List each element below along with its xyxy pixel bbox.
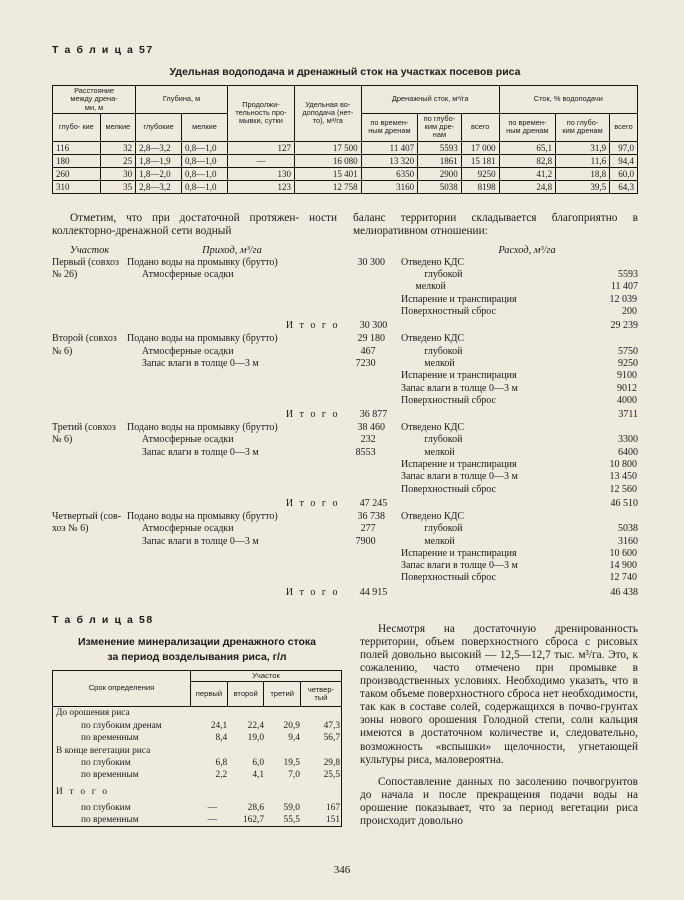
plot-label: № 6)	[52, 434, 73, 446]
expense-item: Испарение и транспирация	[401, 370, 517, 382]
income-item: Запас влаги в толще 0—3 м	[141, 446, 259, 458]
cell: 64,3	[610, 180, 638, 193]
expense-item: глубокой	[424, 269, 463, 281]
cell: —	[207, 802, 217, 813]
page-number: 346	[333, 864, 351, 876]
income-value: 38 460	[357, 422, 385, 434]
balance-row	[52, 434, 638, 446]
table-58-caption: Т а б л и ц а 58	[52, 613, 154, 626]
expense-item: Запас влаги в толще 0—3 м	[401, 560, 518, 572]
plot-label: № 26)	[52, 269, 78, 281]
table-row	[53, 167, 638, 180]
cell: 5593	[418, 141, 462, 154]
balance-headers	[52, 244, 638, 257]
balance-group-2	[52, 333, 638, 422]
cell: 19,5	[283, 757, 300, 768]
cell	[194, 744, 230, 756]
cell: 1,8—1,9	[136, 154, 182, 167]
cell: 6,0	[252, 757, 265, 768]
total-value: 44 915	[359, 586, 388, 598]
cell: 310	[53, 180, 101, 193]
table-row	[53, 180, 638, 193]
balance-row	[52, 484, 638, 496]
balance-total-row	[52, 585, 638, 600]
cell: 18,8	[556, 167, 610, 180]
table-57	[52, 85, 638, 194]
total-value: 36 877	[359, 409, 388, 421]
cell: 25,5	[323, 770, 340, 781]
th-shallow-2: мелкие	[182, 113, 228, 141]
income-item: Подано воды на промывку (брутто)	[127, 510, 278, 522]
table-58-title-line2: за период возделывания риса, г/л	[107, 650, 287, 663]
income-value: 8553	[355, 446, 376, 458]
cell: 15 181	[461, 154, 499, 167]
expense-total: 3711	[618, 409, 638, 421]
balance-row	[52, 333, 638, 345]
cell: 0,8—1,0	[182, 180, 228, 193]
table-row	[53, 670, 342, 682]
balance-head-income: Приход, м³/га	[202, 244, 262, 256]
expense-total: 46 510	[610, 497, 638, 509]
income-item: Атмосферные осадки	[141, 523, 234, 535]
right-paragraph-2: Сопоставление данных по засолению почвогрунтов до начала и после прекращения подачи воды на орошение показывает, что за период вегетации риса происходит довольно	[360, 775, 638, 828]
th-temp-drains-pct: по времен- ным дренам	[499, 113, 555, 141]
expense-value: 3300	[617, 434, 638, 446]
income-item: Запас влаги в толще 0—3 м	[141, 535, 259, 547]
cell: 17 000	[461, 141, 499, 154]
cell: 12 758	[294, 180, 361, 193]
balance-row	[52, 511, 638, 523]
balance-row	[52, 548, 638, 560]
income-value: 467	[360, 345, 376, 357]
cell	[230, 744, 267, 756]
cell: 55,5	[283, 815, 300, 826]
th-plot-4: четвер- тый	[300, 682, 341, 707]
intro-left: Отметим, что при достаточной протяжен- ности коллекторно-дренажной сети водный	[52, 211, 337, 237]
cell: 39,5	[556, 180, 610, 193]
expense-value: 9250	[617, 357, 638, 369]
expense-value: 200	[622, 306, 637, 318]
th-plot-3: третий	[264, 682, 300, 707]
cell: 2,2	[215, 770, 228, 781]
cell	[267, 782, 303, 802]
th-plot-1: первый	[190, 682, 227, 707]
th-total: всего	[461, 113, 499, 141]
cell: 2,8—3,2	[136, 141, 182, 154]
income-item: Атмосферные осадки	[141, 345, 234, 357]
income-value: 36 738	[357, 510, 385, 522]
expense-item: Запас влаги в толще 0—3 м	[401, 471, 518, 483]
balance-head-spacer	[337, 244, 417, 257]
cell: 6,8	[215, 757, 228, 768]
cell: 151	[325, 815, 340, 826]
cell: 2900	[418, 167, 462, 180]
expense-item: мелкой	[424, 446, 455, 458]
cell: 3160	[361, 180, 417, 193]
table-row	[53, 802, 343, 814]
expense-value: 3160	[617, 535, 638, 547]
expense-value: 10 600	[609, 547, 637, 559]
balance-row	[52, 572, 638, 584]
th-duration: Продолжи- тельность про- мывки, сутки	[227, 86, 294, 142]
right-column-text	[360, 614, 638, 828]
cell: 9,4	[288, 733, 300, 744]
income-value: 29 180	[357, 333, 385, 345]
cell: 97,0	[610, 141, 638, 154]
expense-value: 12 740	[609, 572, 637, 584]
table-row	[53, 732, 343, 744]
table-row	[53, 814, 343, 826]
expense-item: Испарение и транспирация	[401, 293, 517, 305]
balance-total-row	[52, 496, 638, 511]
plot-label: Второй (совхоз	[52, 333, 117, 345]
cell: 2,8—3,2	[136, 180, 182, 193]
expense-item: мелкой	[415, 281, 446, 293]
table-row	[53, 769, 343, 781]
intro-paragraph	[52, 203, 638, 238]
cell: —	[207, 815, 217, 826]
balance-group-3	[52, 422, 638, 511]
balance-total-row	[52, 407, 638, 422]
balance-row	[52, 471, 638, 483]
cell: 1861	[418, 154, 462, 167]
th-drain-flow: Дренажный сток, м³/га	[361, 86, 499, 114]
balance-total-row	[52, 318, 638, 333]
cell: 60,0	[610, 167, 638, 180]
total-label: И т о г о	[285, 320, 340, 332]
balance-row	[52, 306, 638, 318]
balance-row	[52, 459, 638, 471]
income-item: Атмосферные осадки	[141, 269, 234, 281]
cell: 1,8—2,0	[136, 167, 182, 180]
th-distance: Расстояние между дрена- ми, м	[53, 86, 136, 114]
balance-group-1	[52, 257, 638, 333]
cell: 4,1	[252, 770, 265, 781]
row-label: И т о г о	[56, 786, 110, 797]
expense-value: 10 800	[609, 459, 637, 471]
row-label: До орошения риса	[56, 708, 130, 719]
cell: 8,4	[215, 733, 228, 744]
water-balance-block	[52, 244, 638, 600]
total-label: И т о г о	[285, 586, 340, 598]
expense-value: 5750	[617, 345, 638, 357]
cell: 28,6	[247, 802, 265, 813]
balance-row	[52, 395, 638, 407]
cell: 29,8	[323, 757, 340, 768]
cell	[267, 744, 303, 756]
income-value: 7230	[355, 357, 376, 369]
expense-item: Отведено КДС	[401, 422, 465, 434]
balance-row	[52, 447, 638, 459]
cell: 11 407	[361, 141, 417, 154]
cell: —	[227, 154, 294, 167]
cell: 13 320	[361, 154, 417, 167]
income-value: 7900	[355, 535, 376, 547]
row-label: по глубоким	[81, 757, 131, 768]
expense-value: 12 039	[609, 293, 637, 305]
income-item: Запас влаги в толще 0—3 м	[141, 357, 259, 369]
th-flow-pct: Сток, % водоподачи	[499, 86, 637, 114]
expense-value: 11 407	[610, 281, 638, 293]
cell: 59,0	[283, 802, 300, 813]
balance-head-expense: Расход, м³/га	[498, 244, 556, 256]
balance-row	[52, 370, 638, 382]
income-value: 232	[360, 434, 376, 446]
right-paragraph-1: Несмотря на достаточную дренированность территории, объем поверхностного сброса с рисовых полей довольно высокий — 12,5—12,7 тыс. м³/га. Это, к сожалению, часто отмечено при промывке в производственных условиях. Необходимо указать, что в таком объеме поверхностного сброса нет необходимости, так как в составе солей, содержащихся в почво-грунтах зоны нового орошения Голодной степи, соли кальция имеются в достаточном количестве и, следовательно, возможность «вспышки» щелочности, угнетающей культуры риса, маловероятна.	[360, 622, 638, 766]
income-item: Подано воды на промывку (брутто)	[127, 333, 278, 345]
cell: 9250	[461, 167, 499, 180]
income-item: Подано воды на промывку (брутто)	[127, 256, 278, 268]
cell: 94,4	[610, 154, 638, 167]
expense-total: 29 239	[610, 320, 638, 332]
row-label: по временным	[81, 733, 139, 744]
expense-value: 4000	[617, 394, 637, 406]
row-label: В конце вегетации риса	[56, 745, 151, 756]
cell: 31,9	[556, 141, 610, 154]
th-plot-2: второй	[227, 682, 264, 707]
cell: 32	[100, 141, 135, 154]
cell: 17 500	[294, 141, 361, 154]
total-label: И т о г о	[285, 497, 340, 509]
cell	[230, 707, 267, 719]
expense-item: Поверхностный сброс	[401, 572, 496, 584]
expense-item: Поверхностный сброс	[401, 306, 496, 318]
expense-value: 9100	[617, 370, 637, 382]
balance-row	[52, 560, 638, 572]
cell: 8198	[461, 180, 499, 193]
cell	[194, 707, 230, 719]
cell: 11,6	[556, 154, 610, 167]
table-row	[53, 720, 343, 732]
balance-row	[52, 346, 638, 358]
total-value: 30 300	[359, 320, 388, 332]
expense-item: Испарение и транспирация	[401, 459, 517, 471]
balance-row	[52, 358, 638, 370]
cell: 24,8	[499, 180, 555, 193]
balance-row	[52, 422, 638, 434]
plot-label: Первый (совхоз	[52, 256, 120, 268]
table-row	[53, 744, 343, 756]
plot-label: хоз № 6)	[52, 523, 89, 535]
table-row	[53, 782, 343, 802]
expense-item: Поверхностный сброс	[401, 394, 496, 406]
cell	[303, 782, 343, 802]
plot-label: Четвертый (сов-	[52, 510, 122, 522]
th-water-supply: Удельная во- доподача (нет- то), м³/га	[294, 86, 361, 142]
expense-item: глубокой	[424, 523, 463, 535]
cell: 35	[100, 180, 135, 193]
total-label: И т о г о	[285, 409, 340, 421]
expense-value: 5593	[617, 269, 638, 281]
expense-value: 12 560	[609, 483, 637, 495]
cell	[230, 782, 267, 802]
th-shallow: мелкие	[100, 113, 135, 141]
row-label: по временным	[81, 815, 139, 826]
table-58-body-wrap	[52, 707, 342, 827]
table-row	[53, 141, 638, 154]
balance-row	[52, 269, 638, 281]
balance-group-4	[52, 511, 638, 600]
cell: 7,0	[288, 770, 300, 781]
cell: 5038	[418, 180, 462, 193]
th-deep: глубо- кие	[53, 113, 101, 141]
cell: 25	[100, 154, 135, 167]
row-label: по глубоким дренам	[81, 720, 162, 731]
cell: 65,1	[499, 141, 555, 154]
expense-value: 5038	[617, 523, 638, 535]
table-58-block	[52, 614, 342, 828]
cell: 22,4	[247, 720, 265, 731]
th-temp-drains: по времен- ным дренам	[361, 113, 417, 141]
cell: 127	[227, 141, 294, 154]
cell: 0,8—1,0	[182, 141, 228, 154]
cell: 123	[227, 180, 294, 193]
table-58-title-line1: Изменение минерализации дренажного стока	[77, 635, 317, 648]
bottom-section	[52, 614, 638, 828]
plot-label: № 6)	[52, 345, 73, 357]
expense-value: 13 450	[609, 471, 637, 483]
cell: 56,7	[323, 733, 340, 744]
cell: 162,7	[242, 815, 265, 826]
balance-row	[52, 281, 638, 293]
cell: 116	[53, 141, 101, 154]
table-row	[53, 86, 638, 114]
cell: 47,3	[323, 720, 340, 731]
expense-item: Поверхностный сброс	[401, 483, 496, 495]
table-row	[53, 707, 343, 719]
cell	[267, 707, 303, 719]
cell: 24,1	[210, 720, 228, 731]
balance-row	[52, 383, 638, 395]
cell	[194, 782, 230, 802]
th-period: Срок определения	[53, 670, 191, 707]
expense-item: глубокой	[424, 434, 463, 446]
cell: 16 080	[294, 154, 361, 167]
row-label: по временным	[81, 770, 139, 781]
cell: 167	[325, 802, 340, 813]
cell: 41,2	[499, 167, 555, 180]
cell: 0,8—1,0	[182, 154, 228, 167]
expense-item: глубокой	[424, 345, 463, 357]
th-deep-drains: по глубо- ким дре- нам	[418, 113, 462, 141]
expense-total: 46 438	[610, 586, 638, 598]
expense-item: мелкой	[424, 535, 455, 547]
th-plots: Участок	[190, 670, 341, 682]
balance-row	[52, 257, 638, 269]
intro-right: баланс территории складывается благоприятно в мелиоративном отношении:	[353, 211, 638, 237]
income-item: Подано воды на промывку (брутто)	[127, 422, 278, 434]
balance-row	[52, 536, 638, 548]
cell: 260	[53, 167, 101, 180]
table-row	[53, 757, 343, 769]
table-58	[52, 670, 342, 708]
th-deep-2: глубокие	[136, 113, 182, 141]
cell: 20,9	[283, 720, 300, 731]
cell	[303, 707, 343, 719]
cell: 0,8—1,0	[182, 167, 228, 180]
cell: 180	[53, 154, 101, 167]
total-value: 47 245	[359, 497, 388, 509]
th-deep-drains-pct: по глубо- ким дренам	[556, 113, 610, 141]
expense-value: 6400	[617, 446, 638, 458]
table-58-body	[53, 707, 343, 826]
income-item: Атмосферные осадки	[141, 434, 234, 446]
th-total-pct: всего	[610, 113, 638, 141]
cell: 82,8	[499, 154, 555, 167]
th-depth: Глубина, м	[136, 86, 228, 114]
cell: 19,0	[247, 733, 265, 744]
cell: 30	[100, 167, 135, 180]
expense-value: 9012	[617, 382, 637, 394]
cell	[303, 744, 343, 756]
expense-value: 14 900	[609, 560, 637, 572]
balance-row	[52, 294, 638, 306]
row-label: по глубоким	[81, 802, 131, 813]
expense-item: Отведено КДС	[401, 333, 465, 345]
cell: 15 401	[294, 167, 361, 180]
expense-item: Отведено КДС	[401, 510, 465, 522]
cell: 6350	[361, 167, 417, 180]
table-57-title: Удельная водоподача и дренажный сток на участках посевов риса	[169, 66, 521, 78]
balance-row	[52, 523, 638, 535]
table-57-caption: Т а б л и ц а 57	[52, 44, 154, 56]
page-content	[52, 44, 638, 828]
expense-item: Отведено КДС	[401, 256, 465, 268]
cell: 130	[227, 167, 294, 180]
expense-item: мелкой	[424, 357, 455, 369]
expense-item: Запас влаги в толще 0—3 м	[401, 382, 518, 394]
expense-item: Испарение и транспирация	[401, 547, 517, 559]
income-value: 30 300	[357, 256, 385, 268]
balance-head-plot: Участок	[69, 244, 110, 256]
table-row	[53, 154, 638, 167]
plot-label: Третий (совхоз	[52, 422, 116, 434]
income-value: 277	[360, 523, 376, 535]
